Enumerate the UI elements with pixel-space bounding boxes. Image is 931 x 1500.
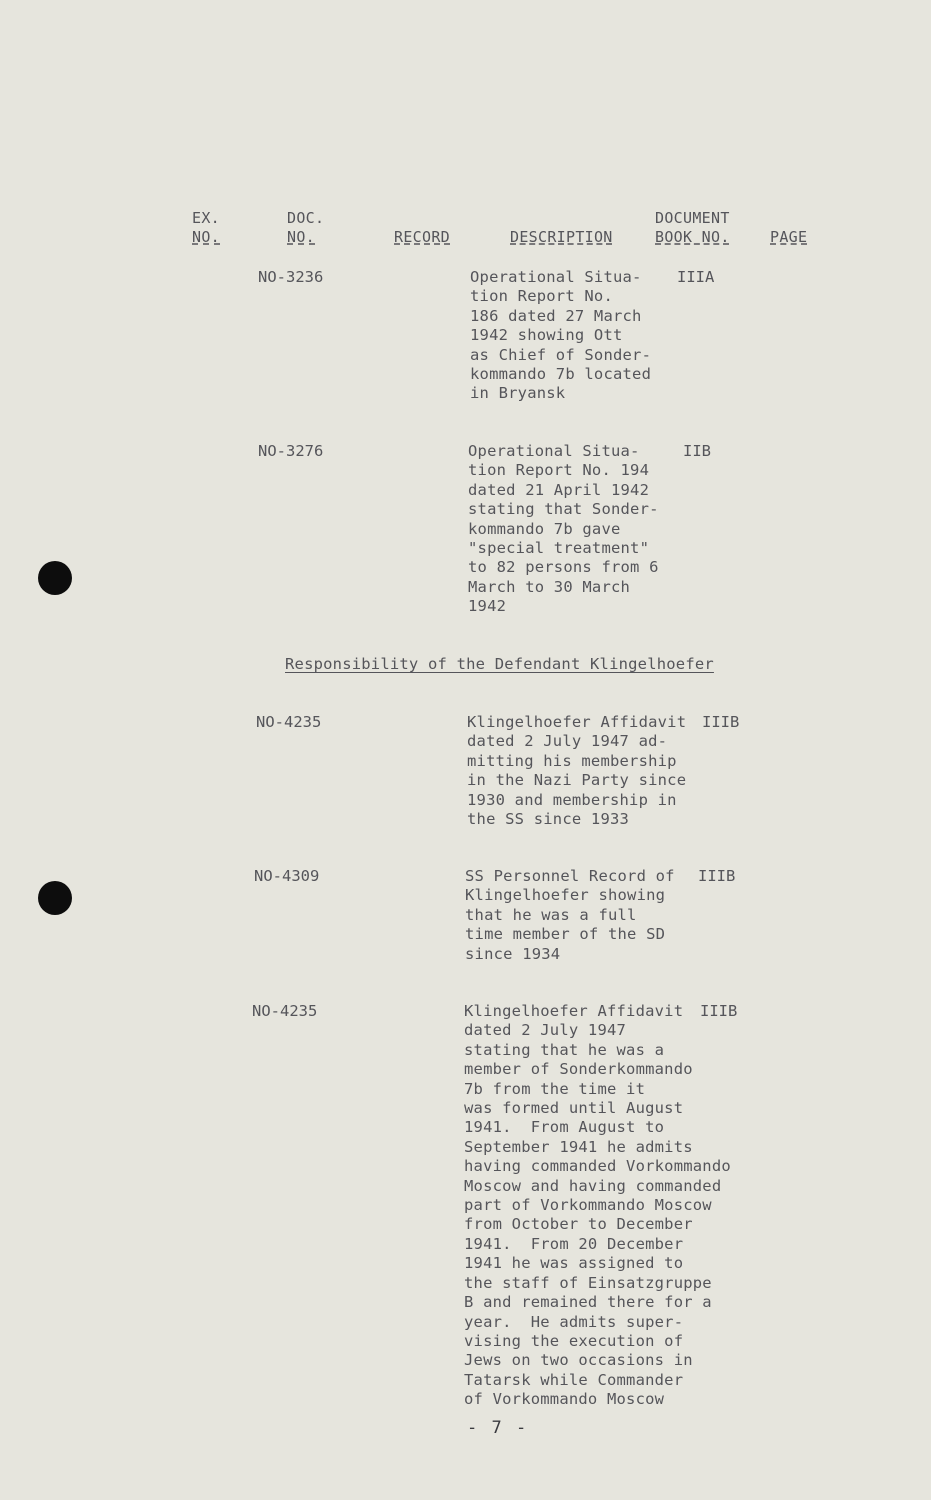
section-title: Responsibility of the Defendant Klingelhoefer [285,655,714,673]
doc-number: NO-4235 [252,1002,318,1020]
punch-hole [38,881,72,915]
doc-description: Operational Situa- tion Report No. 186 dated 27 March 1942 showing Ott as Chief of Sonder- kommando 7b located in Bryansk [470,268,652,403]
doc-number: NO-4309 [254,867,320,885]
doc-description: Operational Situa- tion Report No. 194 dated 21 April 1942 stating that Sonder- kommando 7b gave "special treatment" to 82 persons from 6 March to 30 March 1942 [468,442,659,616]
header-description: DESCRIPTION [510,228,613,246]
header-document-book-no: DOCUMENT BOOK NO. [655,209,730,246]
punch-hole [38,561,72,595]
doc-number: NO-4235 [256,713,322,731]
doc-number: NO-3236 [258,268,324,286]
book-number: IIIB [698,867,736,885]
header-ex-no: EX. NO. [192,209,220,246]
doc-description: Klingelhoefer Affidavit dated 2 July 1947 stating that he was a member of Sonderkommando 7b from the time it was formed until August 1941. From August to September 1941 he admits having commanded Vorkommando Moscow and having commanded part of Vorkommando Moscow from October to December 1941. From 20 December 1941 he was assigned to the staff of Einsatzgruppe B and remained there for a year. He admits super- vising the execution of Jews on two occasions in Tatarsk while Commander of Vorkommando Moscow [464,1002,731,1409]
book-number: IIIA [677,268,715,286]
header-page: PAGE [770,228,808,246]
doc-number: NO-3276 [258,442,324,460]
header-doc-no: DOC. NO. [287,209,325,246]
doc-description: SS Personnel Record of Klingelhoefer showing that he was a full time member of the SD since 1934 [465,867,675,963]
page-number: - 7 - [467,1418,529,1438]
book-number: IIIB [702,713,740,731]
header-record: RECORD [394,228,450,246]
book-number: IIIB [700,1002,738,1020]
book-number: IIB [683,442,711,460]
doc-description: Klingelhoefer Affidavit dated 2 July 1947 ad- mitting his membership in the Nazi Party since 1930 and membership in the SS since 1933 [467,713,687,829]
